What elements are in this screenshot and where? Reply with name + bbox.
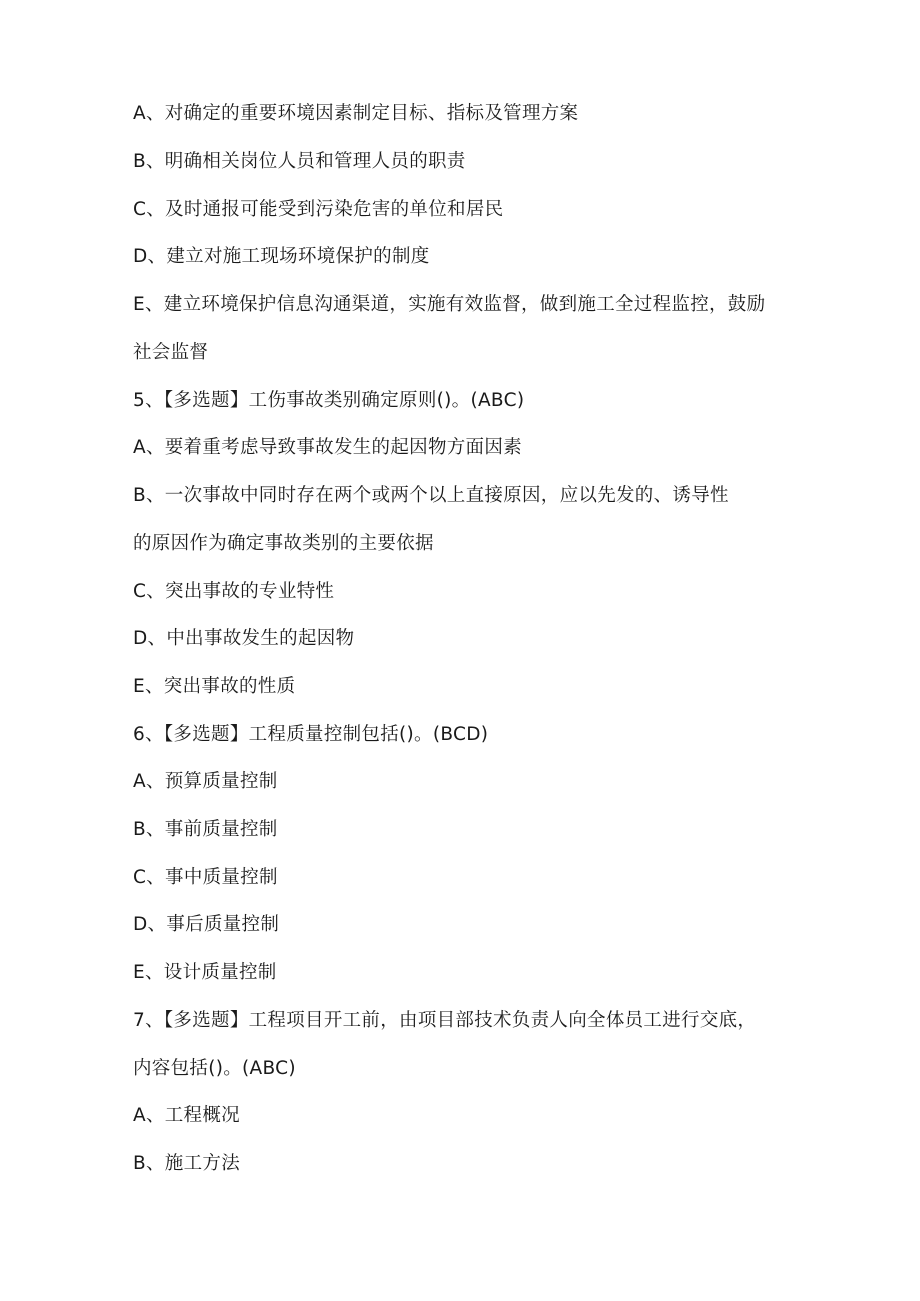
q6-option-e-text: E、设计质量控制 [133,962,277,983]
q5-option-b-text-continued: 的原因作为确定事故类别的主要依据 [133,533,434,554]
q7-option-b-text: B、施工方法 [133,1153,240,1174]
option-b-text: B、明确相关岗位人员和管理人员的职责 [133,151,466,172]
question-7-text: 7、【多选题】工程项目开工前，由项目部技术负责人向全体员工进行交底， [133,1010,757,1031]
q5-option-e-text: E、突出事故的性质 [133,676,296,697]
q6-option-b-text: B、事前质量控制 [133,819,278,840]
q6-option-c-text: C、事中质量控制 [133,867,278,888]
question-7-text-continued: 内容包括()。(ABC) [133,1058,296,1079]
q6-option-d-text: D、事后质量控制 [133,914,280,935]
option-c-text: C、及时通报可能受到污染危害的单位和居民 [133,199,504,220]
option-d-text: D、建立对施工现场环境保护的制度 [133,246,430,267]
question-5-text: 5、【多选题】工伤事故类别确定原则()。(ABC) [133,390,525,411]
option-a-text: A、对确定的重要环境因素制定目标、指标及管理方案 [133,103,579,124]
q5-option-a-text: A、要着重考虑导致事故发生的起因物方面因素 [133,437,522,458]
q5-option-b-text: B、一次事故中同时存在两个或两个以上直接原因，应以先发的、诱导性 [133,485,729,506]
question-6-text: 6、【多选题】工程质量控制包括()。(BCD) [133,724,489,745]
q7-option-a-text: A、工程概况 [133,1105,240,1126]
option-e-text-continued: 社会监督 [133,342,209,363]
q5-option-d-text: D、中出事故发生的起因物 [133,628,355,649]
q6-option-a-text: A、预算质量控制 [133,771,278,792]
q5-option-c-text: C、突出事故的专业特性 [133,581,335,602]
option-e-text: E、建立环境保护信息沟通渠道，实施有效监督，做到施工全过程监控，鼓励 [133,294,766,315]
